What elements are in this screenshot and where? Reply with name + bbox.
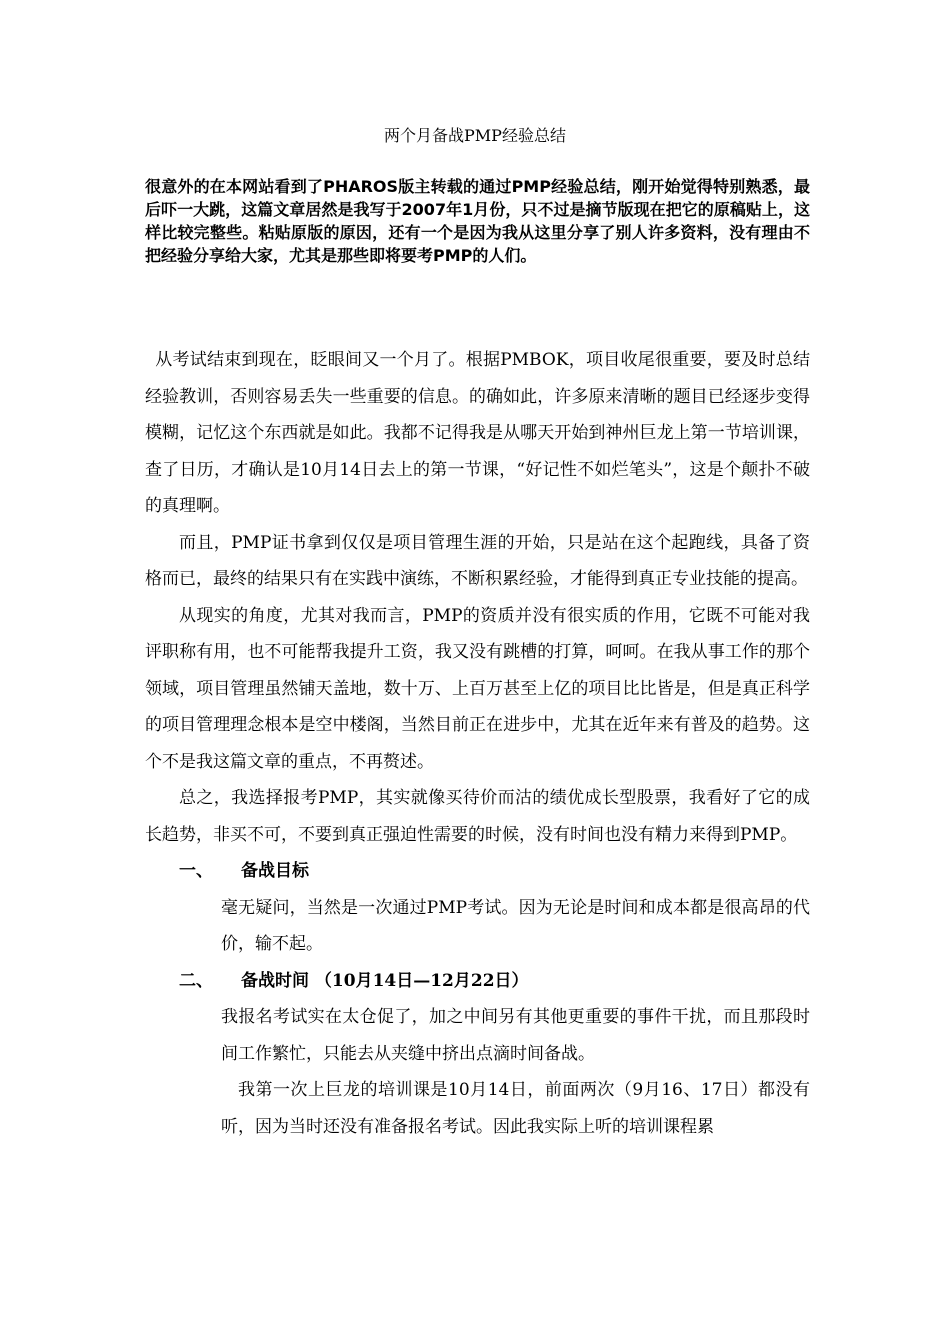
body-paragraph: 从考试结束到现在，眨眼间又一个月了。根据PMBOK，项目收尾很重要，要及时总结经验教训，否则容易丢失一些重要的信息。的确如此，许多原来清晰的题目已经逐步变得模糊，记忆这个东西就是如此。我都不记得我是从哪天开始到神州巨龙上第一节培训课，查了日历，才确认是10月14日去上的第一节课，“好记性不如烂笔头”，这是个颠扑不破的真理啊。 <box>145 350 810 516</box>
section-number: 一、 <box>179 861 213 881</box>
section-title: 备战目标 <box>241 861 309 881</box>
section-text: 毫无疑问，当然是一次通过PMP考试。因为无论是时间和成本都是很高昂的代价，输不起。 <box>221 897 810 954</box>
body-paragraph: 从现实的角度，尤其对我而言，PMP的资质并没有很实质的作用，它既不可能对我评职称有用，也不可能帮我提升工资，我又没有跳槽的打算，呵呵。在我从事工作的那个领域，项目管理虽然铺天盖地，数十万、上百万甚至上亿的项目比比皆是，但是真正科学的项目管理理念根本是空中楼阁，当然目前正在进步中，尤其在近年来有普及的趋势。这个不是我这篇文章的重点，不再赘述。 <box>145 605 810 772</box>
document-title: 两个月备战PMP经验总结 <box>384 126 566 145</box>
section-text: 我报名考试实在太仓促了，加之中间另有其他更重要的事件干扰，而且那段时间工作繁忙，只能去从夹缝中挤出点滴时间备战。 <box>221 1007 810 1064</box>
document-body <box>145 342 810 1145</box>
section-text: 我第一次上巨龙的培训课是10月14日，前面两次（9月16、17日）都没有听，因为当时还没有准备报名考试。因此我实际上听的培训课程累 <box>221 1080 810 1137</box>
body-paragraph: 总之，我选择报考PMP，其实就像买待价而沽的绩优成长型股票，我看好了它的成长趋势，非买不可，不要到真正强迫性需要的时候，没有时间也没有精力来得到PMP。 <box>145 788 810 845</box>
section-number: 二、 <box>179 970 213 991</box>
section-heading <box>145 853 810 890</box>
intro-paragraph: 很意外的在本网站看到了PHAROS版主转载的通过PMP经验总结，刚开始觉得特别熟悉，最后吓一大跳，这篇文章居然是我写于2007年1月份，只不过是摘节版现在把它的原稿贴上，这样比较完整些。粘贴原版的原因，还有一个是因为我从这里分享了别人许多资料，没有理由不把经验分享给大家，尤其是那些即将要考PMP的人们。 <box>145 177 810 265</box>
body-paragraph: 而且，PMP证书拿到仅仅是项目管理生涯的开始，只是站在这个起跑线，具备了资格而已，最终的结果只有在实践中演练，不断积累经验，才能得到真正专业技能的提高。 <box>145 532 810 589</box>
section-heading <box>145 963 810 1000</box>
section-title: 备战时间 （10月14日—12月22日） <box>241 970 529 991</box>
